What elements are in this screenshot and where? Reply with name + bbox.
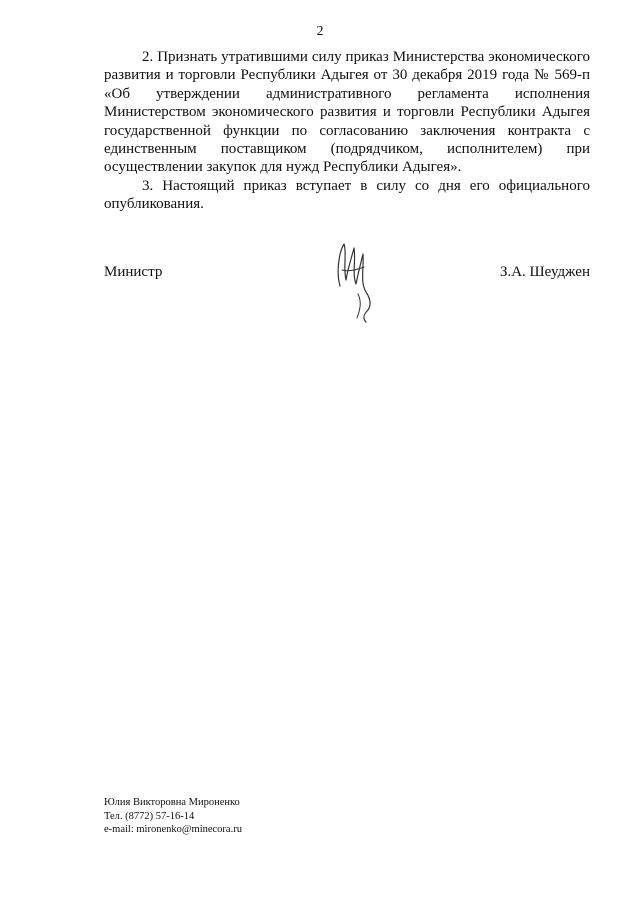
handwritten-signature: [330, 234, 380, 326]
signer-name: З.А. Шеуджен: [499, 264, 590, 280]
contact-phone: Тел. (8772) 57-16-14: [104, 810, 195, 822]
signature-block: [104, 234, 590, 326]
paragraph-2: 2. Признать утратившими силу приказ Министерства экономического развития и торговли Республики Адыгея от 30 декабря 2019 года № 569-п «Об утверждении административного регламента исполнения Министерством экономического развития и торговли Республики Адыгея государственной функции по согласованию заключения контракта с единственным поставщиком (подрядчиком, исполнителем) при осуществлении закупок для нужд Республики Адыгея».: [104, 49, 590, 176]
contact-name: Юлия Викторовна Мироненко: [104, 797, 240, 808]
contact-email: e-mail: mironenko@minecora.ru: [104, 824, 242, 835]
page-number: 2: [316, 24, 324, 39]
document-body: [104, 48, 590, 214]
signer-title: Министр: [104, 264, 163, 280]
contact-block: [104, 796, 242, 837]
paragraph-3: 3. Настоящий приказ вступает в силу со дня его официального опубликования.: [104, 177, 590, 213]
